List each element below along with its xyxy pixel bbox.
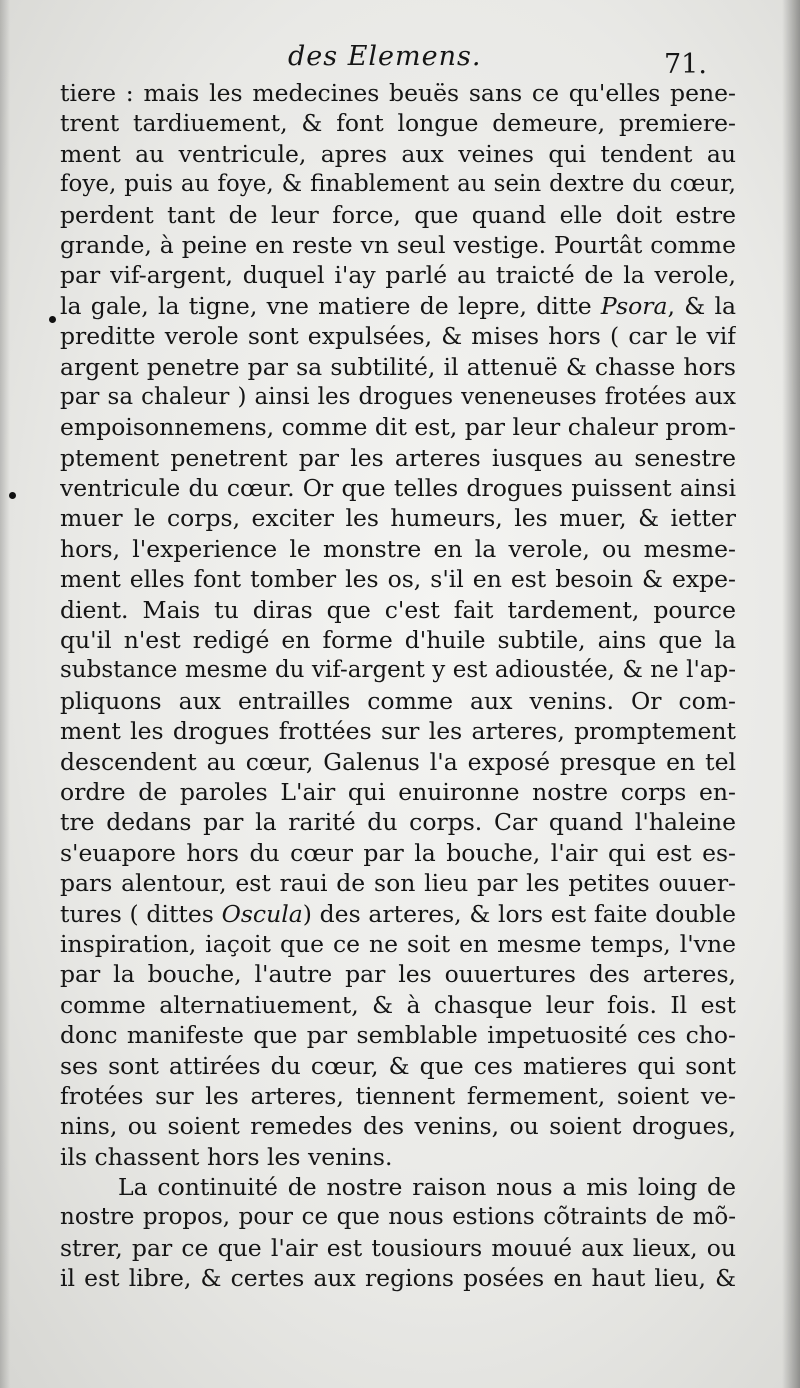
text-line: trent tardiuement, & font longue demeure, premiere- (60, 109, 736, 138)
text-line: tiere : mais les medecines beuës sans ce qu'elles pene- (60, 79, 736, 107)
text-line: tures ( dittes Oscula) des arteres, & lors est faite double (60, 899, 736, 928)
page-gutter-shadow (0, 0, 10, 1388)
text-line: la gale, la tigne, vne matiere de lepre, ditte Psora, & la (60, 291, 736, 320)
text-line: ment au ventricule, apres aux veines qui tendent au (60, 139, 736, 168)
text-line: grande, à peine en reste vn seul vestige. Pourtât comme (60, 230, 736, 259)
italic-term: Oscula (221, 899, 303, 928)
text-line: par sa chaleur ) ainsi les drogues veneneuses frotées aux (60, 383, 736, 410)
text-line: ventricule du cœur. Or que telles drogues puissent ainsi (60, 474, 736, 503)
text-line: ordre de paroles L'air qui enuironne nostre corps en- (60, 777, 736, 806)
text-line: pliquons aux entrailles comme aux venins. Or com- (60, 686, 736, 715)
text-line: pars alentour, est raui de son lieu par les petites ouuer- (60, 869, 736, 898)
margin-mark (49, 316, 56, 323)
page-number: 71. (664, 49, 707, 80)
text-line: preditte verole sont expulsées, & mises hors ( car le vif (60, 322, 736, 351)
text-line: ment les drogues frottées sur les arteres, promptement (60, 717, 736, 746)
text-line: foye, puis au foye, & finablement au sein dextre du cœur, (60, 171, 736, 198)
text-line: perdent tant de leur force, que quand elle doit estre (60, 200, 736, 229)
text-line: ses sont attirées du cœur, & que ces matieres qui sont (60, 1051, 736, 1080)
paragraph (60, 1172, 736, 1294)
text-line: nostre propos, pour ce que nous estions cõtraints de mõ- (60, 1204, 736, 1231)
text-line: s'euapore hors du cœur par la bouche, l'air qui est es- (60, 838, 736, 867)
text-line: substance mesme du vif-argent y est adioustée, & ne l'ap- (60, 657, 736, 684)
text-line: hors, l'experience le monstre en la verole, ou mesme- (60, 534, 736, 563)
text-line: il est libre, & certes aux regions posées en haut lieu, & (60, 1264, 736, 1293)
text-line: dient. Mais tu diras que c'est fait tardement, pource (60, 595, 736, 624)
text-line: tre dedans par la rarité du corps. Car quand l'haleine (60, 808, 736, 837)
paragraph (60, 78, 736, 1172)
text-line: ils chassent hors les venins. (60, 1142, 393, 1171)
text-line: inspiration, iaçoit que ce ne soit en mesme temps, l'vne (60, 929, 736, 958)
text-line: nins, ou soient remedes des venins, ou soient drogues, (60, 1112, 736, 1141)
italic-term: Psora (600, 291, 668, 320)
text-line: qu'il n'est redigé en forme d'huile subtile, ains que la (60, 626, 736, 655)
text-line: ment elles font tomber les os, s'il en est besoin & expe- (60, 565, 736, 594)
text-line: frotées sur les arteres, tiennent fermement, soient ve- (60, 1081, 736, 1110)
text-line: argent penetre par sa subtilité, il attenuë & chasse hors (60, 352, 736, 381)
text-line: muer le corps, exciter les humeurs, les muer, & ietter (60, 504, 736, 533)
text-line: empoisonnemens, comme dit est, par leur chaleur prom- (60, 413, 736, 442)
margin-mark (9, 492, 16, 499)
text-line: donc manifeste que par semblable impetuosité ces cho- (60, 1021, 736, 1050)
text-line: par vif-argent, duquel i'ay parlé au traicté de la verole, (60, 261, 736, 290)
text-line: ptement penetrent par les arteres iusques au senestre (60, 443, 736, 472)
main-text (60, 78, 736, 1294)
text-line: par la bouche, l'autre par les ouuertures des arteres, (60, 960, 736, 989)
text-line: descendent au cœur, Galenus l'a exposé presque en tel (60, 747, 736, 776)
page-edge-shadow (782, 0, 800, 1388)
running-head: des Elemens. (288, 41, 482, 72)
text-line: strer, par ce que l'air est tousiours mouué aux lieux, ou (60, 1233, 736, 1262)
text-line: La continuité de nostre raison nous a mis loing de (118, 1173, 736, 1202)
text-line: comme alternatiuement, & à chasque leur fois. Il est (60, 990, 736, 1019)
